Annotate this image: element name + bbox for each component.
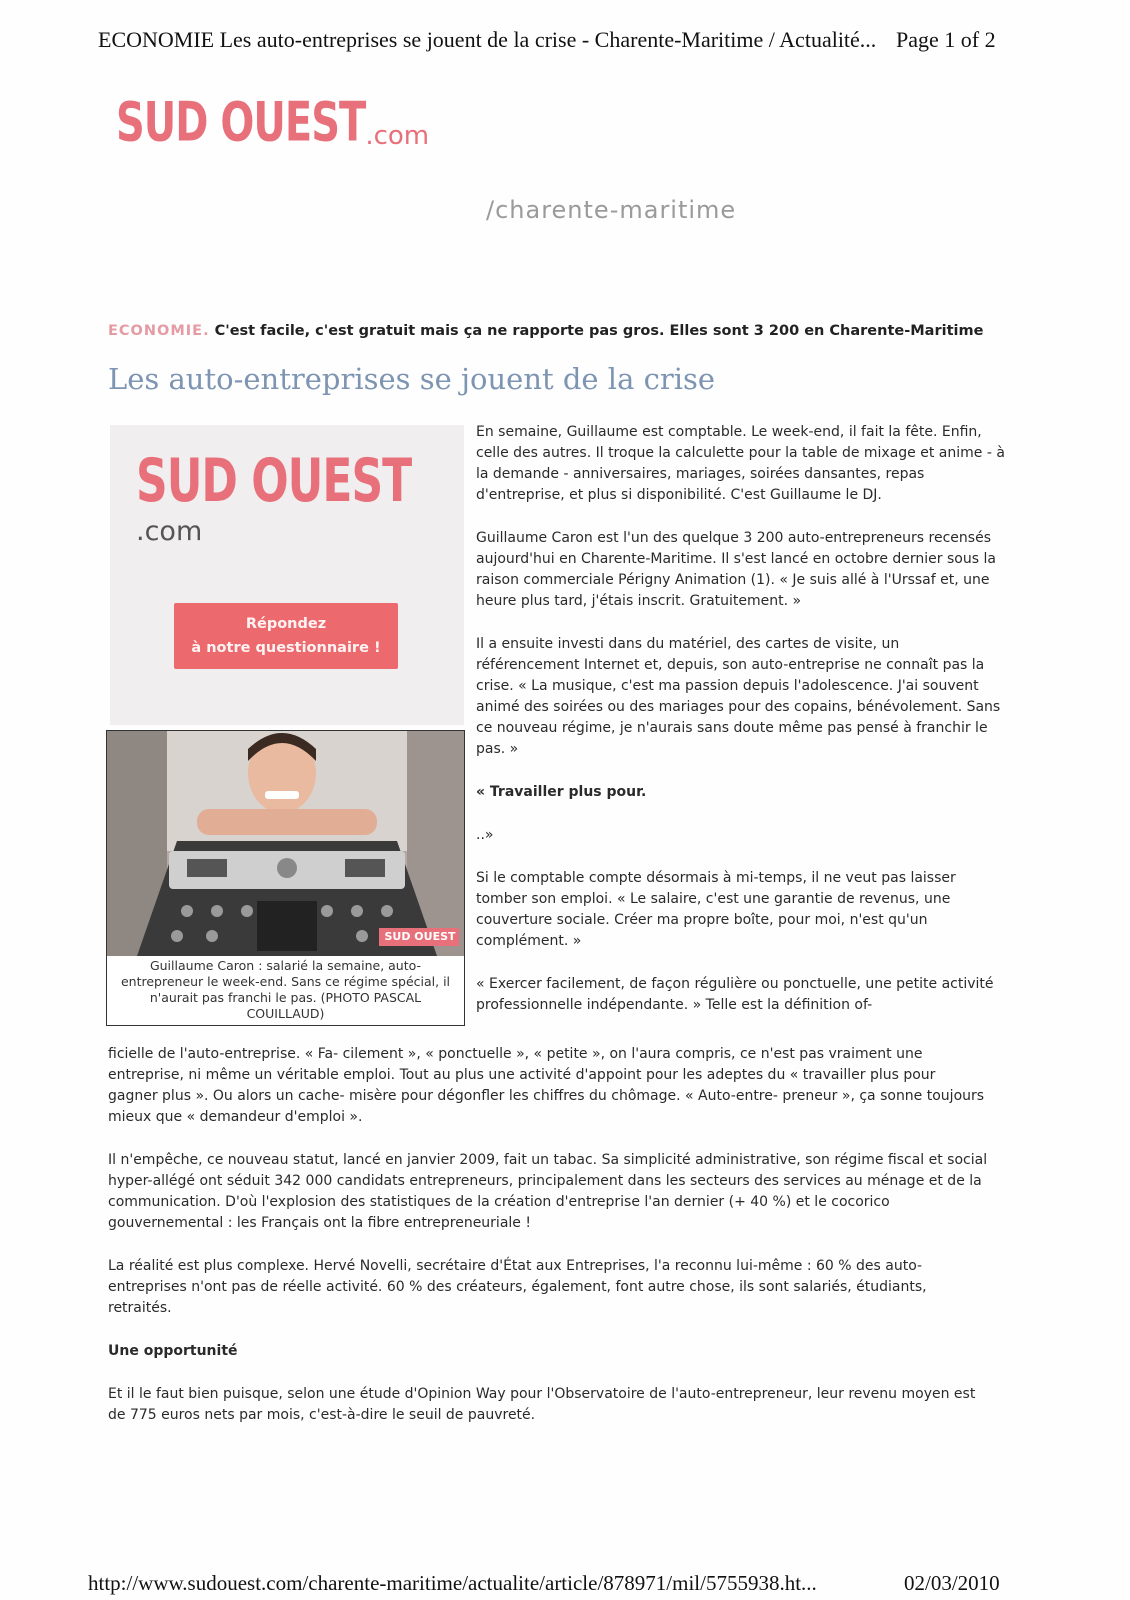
logo-suffix: .com [365,121,430,151]
dj-photo-image [107,731,464,956]
ad-banner[interactable] [110,425,464,725]
paragraph-4: Si le comptable compte désormais à mi-temps, il ne veut pas laisser tomber son emploi. « Le salaire, c'est une garantie de revenus, une couverture sociale. Créer ma propre boîte, pour moi, n'est qu'un complément. » [476,870,956,949]
article-body-full [108,1044,988,1426]
masthead-logo[interactable] [116,91,430,154]
subhead-travailler-cont: ..» [476,827,494,843]
article-title: Les auto-entreprises se jouent de la crise [108,362,716,396]
footer-url[interactable]: http://www.sudouest.com/charente-maritime/actualite/article/878971/mil/5755938.ht... [88,1571,817,1595]
subhead-travailler: « Travailler plus pour. [476,784,647,800]
logo-text: SUD OUEST [116,91,366,154]
paragraph-2: Guillaume Caron est l'un des quelque 3 200 auto-entrepreneurs recensés aujourd'hui en Charente-Maritime. Il s'est lancé en octobre dernier sous la raison commerciale Périgny Animation (1). « Je suis allé à l'Urssaf et, une heure plus tard, j'étais inscrit. Gratuitement. » [476,530,996,609]
ad-logo-suffix: .com [136,516,203,547]
article-kicker [108,323,983,339]
questionnaire-line2: à notre questionnaire ! [191,640,381,656]
questionnaire-button[interactable] [174,603,398,669]
paragraph-7: Il n'empêche, ce nouveau statut, lancé en janvier 2009, fait un tabac. Sa simplicité administrative, son régime fiscal et social hyper-allégé ont séduit 342 000 candidats entrepreneurs, principalement dans les secteurs des services au ménage et de la communication. D'où l'explosion des statistiques de la création d'entreprise l'an dernier (+ 40 %) et le cocorico gouvernemental : les Français ont la fibre entrepreneuriale ! [108,1152,988,1231]
region-label[interactable]: /charente-maritime [486,196,737,224]
page-indicator: Page 1 of 2 [896,27,996,52]
paragraph-3: Il a ensuite investi dans du matériel, des cartes de visite, un référencement Internet et, depuis, son auto-entreprise ne connaît pas la crise. « La musique, c'est ma passion depuis l'adolescence. J'ai souvent animé des soirées ou des mariages pour des copains, bénévolement. Sans ce nouveau régime, je n'aurais sans doute même pas pensé à franchir le pas. » [476,636,1001,757]
ad-logo [136,447,464,547]
paragraph-1: En semaine, Guillaume est comptable. Le week-end, il fait la fête. Enfin, celle des autres. Il troque la calculette pour la table de mixage et anime - à la demande - anniversaires, mariages, soirées dansantes, repas d'entreprise, et plus si disponibilité. C'est Guillaume le DJ. [476,424,1005,503]
paragraph-5: « Exercer facilement, de façon régulière ou ponctuelle, une petite activité professionnelle indépendante. » Telle est la définition of- [476,976,994,1013]
subhead-opportunite: Une opportunité [108,1343,238,1359]
paragraph-6: ficielle de l'auto-entreprise. « Fa- cilement », « ponctuelle », « petite », on l'aura compris, ce n'est pas vraiment une entreprise, ni même un véritable emploi. Tout au plus une activité d'appoint pour les adeptes du « travailler plus pour gagner plus ». Ou alors un cache- misère pour dégonfler les chiffres du chômage. « Auto-entre- preneur », ça sonne toujours mieux que « demandeur d'emploi ». [108,1046,985,1125]
paragraph-9: Et il le faut bien puisque, selon une étude d'Opinion Way pour l'Observatoire de l'auto-entrepreneur, leur revenu moyen est de 775 euros nets par mois, c'est-à-dire le seuil de pauvreté. [108,1386,976,1423]
ad-logo-text: SUD OUEST [136,447,412,516]
article-photo [106,730,465,1026]
paragraph-8: La réalité est plus complexe. Hervé Novelli, secrétaire d'État aux Entreprises, l'a reconnu lui-même : 60 % des auto-entreprises n'ont pas de réelle activité. 60 % des créateurs, également, font autre chose, ils sont salariés, étudiants, retraités. [108,1258,927,1316]
footer-date: 02/03/2010 [904,1571,1000,1595]
questionnaire-line1: Répondez [245,616,327,632]
print-title: ECONOMIE Les auto-entreprises se jouent de la crise - Charente-Maritime / Actualité... [98,27,877,52]
kicker-text: C'est facile, c'est gratuit mais ça ne rapporte pas gros. Elles sont 3 200 en Charente-Maritime [214,323,984,339]
photo-caption: Guillaume Caron : salarié la semaine, auto-entrepreneur le week-end. Sans ce régime spécial, il n'aurait pas franchi le pas. (PHOTO PASCAL COUILLAUD) [120,958,451,1021]
kicker-tag: ECONOMIE. [108,323,210,339]
photo-watermark: SUD OUEST [384,930,456,943]
article-body-column [476,422,1006,1016]
